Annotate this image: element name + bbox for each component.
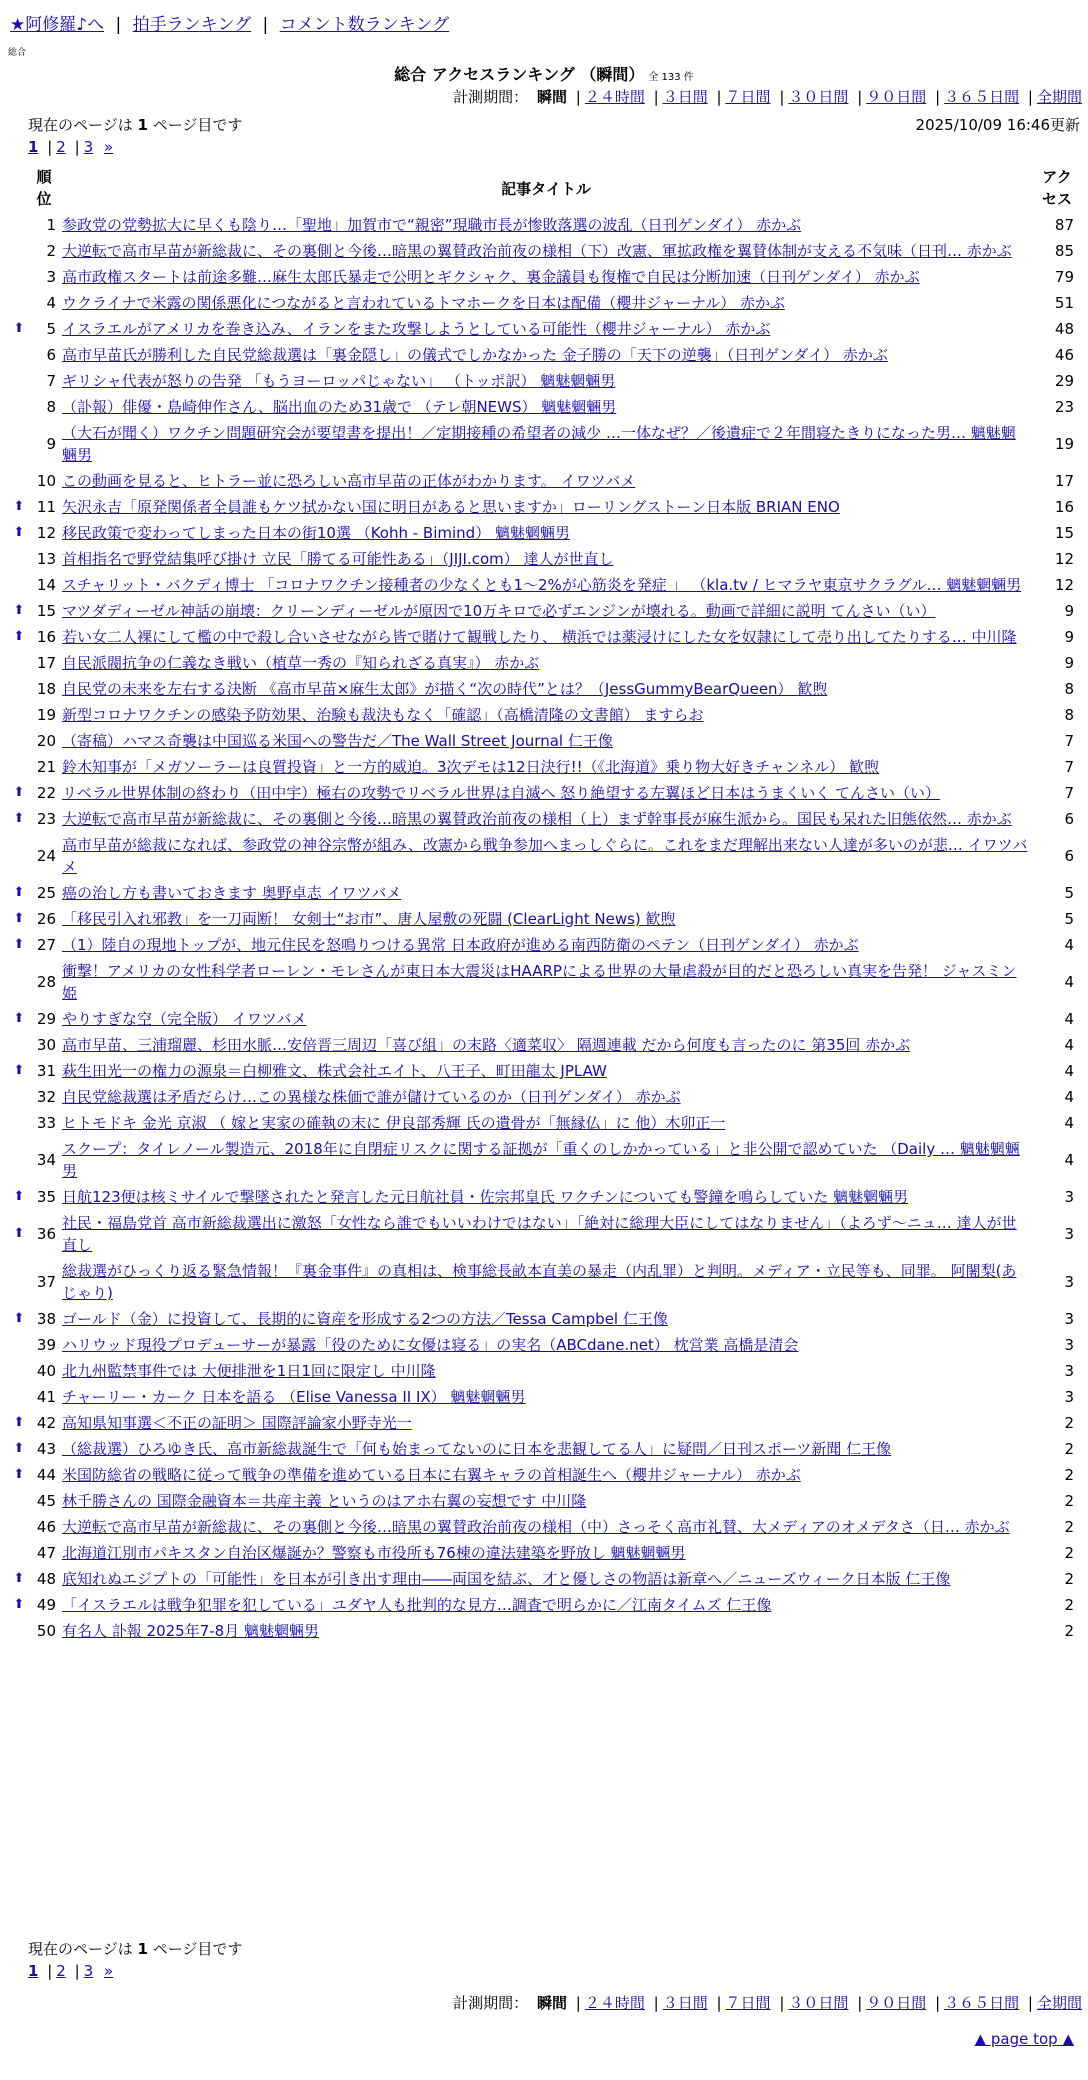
rank-number: 24 [36, 847, 56, 865]
access-count: 29 [1054, 372, 1074, 390]
rank-up-arrow-icon: ⬆ [13, 1063, 25, 1078]
article-title-link[interactable]: 有名人 訃報 2025年7-8月 魑魅魍魎男 [62, 1622, 319, 1640]
rank-number: 28 [36, 973, 56, 991]
article-title-link[interactable]: （大石が聞く）ワクチン問題研究会が要望書を提出！／定期接種の希望者の減少 …一体なぜ？／後遺症で２年間寝たきりになった男… 魑魅魍魎男 [62, 424, 1016, 464]
table-row [10, 316, 1082, 342]
period-selector-top: 計測期間： 瞬間 | ２４時間 | ３日間 | ７日間 | ３０日間 | ９０日間 | ３６５日間 | 全期間 [453, 88, 1082, 106]
access-count: 3 [1064, 1362, 1074, 1380]
rank-up-arrow-icon: ⬆ [13, 1467, 25, 1482]
period-current: 瞬間 [536, 1994, 567, 2012]
access-count: 4 [1064, 1114, 1074, 1132]
period-all-link[interactable]: 全期間 [1036, 88, 1082, 106]
period-365d-link[interactable]: ３６５日間 [944, 1994, 1020, 2012]
rank-number: 44 [36, 1466, 56, 1484]
article-title-link[interactable]: 米国防総省の戦略に従って戦争の準備を進めている日本に右翼キャラの首相誕生へ（櫻井ジャーナル） 赤かぶ [62, 1466, 801, 1484]
period-all-link[interactable]: 全期間 [1036, 1994, 1082, 2012]
table-row [10, 1540, 1082, 1566]
rank-number: 23 [36, 810, 56, 828]
rank-number: 47 [36, 1544, 56, 1562]
article-title-link[interactable]: 大逆転で高市早苗が新総裁に、その裏側と今後…暗黒の翼賛政治前夜の様相（下）改憲、軍拡政権を翼賛体制が支える不気味（日刊… 赤かぶ [62, 242, 1012, 260]
rank-number: 36 [36, 1225, 56, 1243]
table-row [10, 806, 1082, 832]
home-link[interactable]: ★阿修羅♪へ [10, 15, 105, 35]
rank-number: 34 [36, 1151, 56, 1169]
period-label: 計測期間： [453, 1994, 529, 2012]
article-title-link[interactable]: 若い女二人裸にして檻の中で殺し合いさせながら皆で賭けて観戦したり、 横浜では薬浸けにした女を奴隷にして売り出してたりする… 中川隆 [62, 628, 1017, 646]
ranking-table [10, 164, 1082, 1644]
period-24h-link[interactable]: ２４時間 [584, 1994, 645, 2012]
table-row [10, 1332, 1082, 1358]
access-count: 2 [1064, 1466, 1074, 1484]
table-row [10, 520, 1082, 546]
access-count: 2 [1064, 1596, 1074, 1614]
article-title-link[interactable]: 首相指名で野党結集呼び掛け 立民「勝てる可能性ある」（JIJI.com） 達人が世直し [62, 550, 614, 568]
rank-number: 20 [36, 732, 56, 750]
page-info-bottom: 現在のページは 1 ページ目です [28, 1940, 243, 1958]
article-title-link[interactable]: （訃報）俳優・島崎伸作さん、脳出血のため31歳で （テレ朝NEWS） 魑魅魍魎男 [62, 398, 617, 416]
rank-number: 27 [36, 936, 56, 954]
pager-page-1[interactable]: 1 [28, 138, 39, 156]
rank-up-arrow-icon: ⬆ [13, 499, 25, 514]
access-count: 87 [1054, 216, 1074, 234]
rank-number: 30 [36, 1036, 56, 1054]
article-title-link[interactable]: 癌の治し方も書いておきます 奥野卓志 イワツバメ [62, 884, 402, 902]
col-rank-header: 順位 [36, 168, 52, 208]
rank-up-arrow-icon: ⬆ [13, 811, 25, 826]
total-count: 全 133 件 [648, 72, 694, 83]
article-title-link[interactable]: 萩生田光一の権力の源泉＝白柳雅文、株式会社エイト、八王子、町田龍太 JPLAW [62, 1062, 607, 1080]
article-title-link[interactable]: イスラエルがアメリカを巻き込み、イランをまた攻撃しようとしている可能性（櫻井ジャーナル） 赤かぶ [62, 320, 771, 338]
access-count: 9 [1064, 602, 1074, 620]
rank-number: 13 [36, 550, 56, 568]
table-row [10, 1210, 1082, 1258]
article-title-link[interactable]: 自民派閥抗争の仁義なき戦い（植草一秀の『知られざる真実』） 赤かぶ [62, 654, 540, 672]
rank-number: 14 [36, 576, 56, 594]
access-count: 85 [1054, 242, 1074, 260]
article-title-link[interactable]: 総裁選がひっくり返る緊急情報！『裏金事件』の真相は、検事総長畝本直美の暴走（内乱罪）と判明。メディア・立民等も、同罪。 阿闍梨(あじゃり) [62, 1262, 1017, 1302]
access-count: 7 [1064, 784, 1074, 802]
rank-up-arrow-icon: ⬆ [13, 1011, 25, 1026]
table-row [10, 1058, 1082, 1084]
ranking-title: 総合 アクセスランキング （瞬間） [394, 65, 645, 84]
rank-number: 3 [46, 268, 56, 286]
article-title-link[interactable]: ハリウッド現役プロデューサーが暴露「役のために女優は寝る」の実名（ABCdane.net） 枕営業 高橋是清会 [62, 1336, 799, 1354]
access-count: 4 [1064, 1088, 1074, 1106]
period-7d-link[interactable]: ７日間 [725, 1994, 771, 2012]
top-nav [10, 10, 449, 35]
access-count: 79 [1054, 268, 1074, 286]
article-title-link[interactable]: 「イスラエルは戦争犯罪を犯している」ユダヤ人も批判的な見方…調査で明らかに／江南タイムズ 仁王像 [62, 1596, 772, 1614]
access-count: 2 [1064, 1440, 1074, 1458]
article-title-link[interactable]: 高知県知事選＜不正の証明＞ 国際評論家小野寺光一 [62, 1414, 412, 1432]
period-24h-link[interactable]: ２４時間 [584, 88, 645, 106]
access-count: 3 [1064, 1273, 1074, 1291]
table-row [10, 832, 1082, 880]
table-row [10, 932, 1082, 958]
access-count: 15 [1054, 524, 1074, 542]
article-title-link[interactable]: やりすぎな空（完全版） イワツバメ [62, 1010, 307, 1028]
table-row [10, 238, 1082, 264]
access-count: 3 [1064, 1188, 1074, 1206]
article-title-link[interactable]: 北九州監禁事件では 大便排泄を1日1回に限定し 中川隆 [62, 1362, 436, 1380]
col-access-header: アクセス [1041, 168, 1072, 208]
applause-ranking-link[interactable]: 拍手ランキング [132, 15, 252, 35]
access-count: 8 [1064, 706, 1074, 724]
rank-number: 46 [36, 1518, 56, 1536]
article-title-link[interactable]: 高市早苗、三浦瑠麗、杉田水脈…安倍晋三周辺「喜び組」の末路〈適菜収〉 隔週連載 だから何度も言ったのに 第35回 赤かぶ [62, 1036, 911, 1054]
period-90d-link[interactable]: ９０日間 [866, 1994, 927, 2012]
access-count: 7 [1064, 732, 1074, 750]
access-count: 6 [1064, 810, 1074, 828]
article-title-link[interactable]: 高市早苗が総裁になれば、参政党の神谷宗幣が組み、改憲から戦争参加へまっしぐらに。これをまだ理解出来ない人達が多いのが悲… イワツバメ [62, 836, 1028, 876]
table-row [10, 1618, 1082, 1644]
rank-up-arrow-icon: ⬆ [13, 321, 25, 336]
rank-number: 9 [46, 435, 56, 453]
table-row [10, 780, 1082, 806]
article-title-link[interactable]: 移民政策で変わってしまった日本の街10選 （Kohh - Bimind） 魑魅魍魎男 [62, 524, 570, 542]
pager-page-2[interactable]: 2 [56, 1962, 66, 1980]
article-title-link[interactable]: 底知れぬエジプトの「可能性」を日本が引き出す理由――両国を結ぶ、才と優しさの物語は新章へ／ニューズウィーク日本版 仁王像 [62, 1570, 951, 1588]
pager-page-3[interactable]: 3 [83, 1962, 94, 1980]
article-title-link[interactable]: （1）陸自の現地トップが、地元住民を怒鳴りつける異常 日本政府が進める南西防衛のペテン（日刊ゲンダイ） 赤かぶ [62, 936, 859, 954]
current-page-number: 1 [137, 1940, 148, 1958]
access-count: 2 [1064, 1570, 1074, 1588]
period-3d-link[interactable]: ３日間 [662, 88, 708, 106]
article-title-link[interactable]: ゴールド（金）に投資して、長期的に資産を形成する2つの方法／Tessa Campbel 仁王像 [62, 1310, 668, 1328]
article-title-link[interactable]: ギリシャ代表が怒りの告発 「もうヨーロッパじゃない」 （トッポ訳） 魑魅魍魎男 [62, 372, 616, 390]
pager-top: 1 | 2 | 3 » [28, 138, 114, 156]
access-count: 48 [1054, 320, 1074, 338]
period-7d-link[interactable]: ７日間 [725, 88, 771, 106]
access-count: 17 [1054, 472, 1074, 490]
article-title-link[interactable]: ウクライナで米露の関係悪化につながると言われているトマホークを日本は配備（櫻井ジャーナル） 赤かぶ [62, 294, 785, 312]
table-row [10, 754, 1082, 780]
table-row [10, 880, 1082, 906]
article-title-link[interactable]: （寄稿）ハマス奇襲は中国巡る米国への警告だ／The Wall Street Journal 仁王像 [62, 732, 613, 750]
rank-up-arrow-icon: ⬆ [13, 1311, 25, 1326]
table-row [10, 342, 1082, 368]
nav-separator: | [262, 15, 269, 35]
article-title-link[interactable]: リベラル世界体制の終わり（田中宇）極右の攻勢でリベラル世界は自滅へ 怒り絶望する左翼ほど日本はうまくいく てんさい（い） [62, 784, 941, 802]
rank-up-arrow-icon: ⬆ [13, 603, 25, 618]
access-count: 12 [1054, 550, 1074, 568]
ranking-body [10, 212, 1082, 1644]
table-row [10, 368, 1082, 394]
access-count: 3 [1064, 1310, 1074, 1328]
rank-number: 21 [36, 758, 56, 776]
table-row [10, 624, 1082, 650]
table-row [10, 1514, 1082, 1540]
access-count: 4 [1064, 973, 1074, 991]
pager-page-2[interactable]: 2 [56, 138, 66, 156]
access-count: 19 [1054, 435, 1074, 453]
table-row [10, 1032, 1082, 1058]
access-count: 4 [1064, 1062, 1074, 1080]
access-count: 8 [1064, 680, 1074, 698]
pager-next[interactable]: » [104, 1962, 114, 1980]
table-row [10, 1184, 1082, 1210]
col-title-header: 記事タイトル [501, 179, 591, 198]
period-365d-link[interactable]: ３６５日間 [944, 88, 1020, 106]
rank-number: 12 [36, 524, 56, 542]
rank-up-arrow-icon: ⬆ [13, 1441, 25, 1456]
pager-next[interactable]: » [104, 138, 114, 156]
rank-up-arrow-icon: ⬆ [13, 785, 25, 800]
period-30d-link[interactable]: ３０日間 [788, 1994, 849, 2012]
table-row [10, 1306, 1082, 1332]
access-count: 3 [1064, 1336, 1074, 1354]
access-count: 3 [1064, 1225, 1074, 1243]
table-row [10, 598, 1082, 624]
pager-page-1[interactable]: 1 [28, 1962, 39, 1980]
table-row [10, 702, 1082, 728]
rank-up-arrow-icon: ⬆ [13, 1226, 25, 1241]
access-count: 4 [1064, 1010, 1074, 1028]
article-title-link[interactable]: スクープ：タイレノール製造元、2018年に自閉症リスクに関する証拠が「重くのしかかっている」と非公開で認めていた （Daily … 魑魅魍魎男 [62, 1140, 1020, 1180]
access-count: 2 [1064, 1544, 1074, 1562]
access-count: 46 [1054, 346, 1074, 364]
rank-up-arrow-icon: ⬆ [13, 1415, 25, 1430]
rank-number: 16 [36, 628, 56, 646]
rank-number: 5 [46, 320, 56, 338]
article-title-link[interactable]: 参政党の党勢拡大に早くも陰り…「聖地」加賀市で“親密”現職市長が惨敗落選の波乱（日刊ゲンダイ） 赤かぶ [62, 216, 802, 234]
table-row [10, 1592, 1082, 1618]
rank-number: 35 [36, 1188, 56, 1206]
article-title-link[interactable]: 日航123便は核ミサイルで撃墜されたと発言した元日航社員・佐宗邦皇氏 ワクチンについても警鐘を鳴らしていた 魑魅魍魎男 [62, 1188, 909, 1206]
access-count: 5 [1064, 910, 1074, 928]
table-row [10, 212, 1082, 238]
rank-number: 39 [36, 1336, 56, 1354]
pager-page-3[interactable]: 3 [83, 138, 94, 156]
rank-number: 17 [36, 654, 56, 672]
period-current: 瞬間 [536, 88, 567, 106]
rank-up-arrow-icon: ⬆ [13, 885, 25, 900]
access-count: 2 [1064, 1492, 1074, 1510]
rank-number: 25 [36, 884, 56, 902]
period-90d-link[interactable]: ９０日間 [866, 88, 927, 106]
table-row [10, 420, 1082, 468]
rank-up-arrow-icon: ⬆ [13, 629, 25, 644]
rank-number: 45 [36, 1492, 56, 1510]
article-title-link[interactable]: 社民・福島党首 高市新総裁選出に激怒「女性なら誰でもいいわけではない」「絶対に総理大臣にしてはなりません」（よろず〜ニュ… 達人が世直し [62, 1214, 1017, 1254]
rank-number: 29 [36, 1010, 56, 1028]
rank-up-arrow-icon: ⬆ [13, 937, 25, 952]
current-page-number: 1 [137, 116, 148, 134]
table-row [10, 1436, 1082, 1462]
table-row [10, 958, 1082, 1006]
period-30d-link[interactable]: ３０日間 [788, 88, 849, 106]
article-title-link[interactable]: 自民党の未来を左右する決断 《高市早苗×麻生太郎》が描く“次の時代”とは？（JessGummyBearQueen） 歓煦 [62, 680, 828, 698]
rank-number: 33 [36, 1114, 56, 1132]
rank-number: 11 [36, 498, 56, 516]
article-title-link[interactable]: 矢沢永吉「原発関係者全員誰もケツ拭かない国に明日があると思いますか」ローリングストーン日本版 BRIAN ENO [62, 498, 840, 516]
table-row [10, 1488, 1082, 1514]
table-row [10, 546, 1082, 572]
access-count: 51 [1054, 294, 1074, 312]
rank-number: 10 [36, 472, 56, 490]
article-title-link[interactable]: スチャリット・バクディ博士 「コロナワクチン接種者の少なくとも1〜2%が心筋炎を発症 」 （kla.tv / ヒマラヤ東京サクラグル… 魑魅魍魎男 [62, 576, 1022, 594]
article-title-link[interactable]: 「移民引入れ邪教」を一刀両断！ 女剣士“お市”、唐人屋敷の死闘 (ClearLight News) 歓煦 [62, 910, 676, 928]
article-title-link[interactable]: （総裁選）ひろゆき氏、高市新総裁誕生で「何も始まってないのに日本を悲観してる人」に疑問／日刊スポーツ新聞 仁王像 [62, 1440, 892, 1458]
table-row [10, 394, 1082, 420]
rank-up-arrow-icon: ⬆ [13, 525, 25, 540]
access-count: 4 [1064, 936, 1074, 954]
table-header-row [10, 164, 1082, 212]
article-title-link[interactable]: 大逆転で高市早苗が新総裁に、その裏側と今後…暗黒の翼賛政治前夜の様相（中）さっそく高市礼賛、大メディアのオメデタさ（日… 赤かぶ [62, 1518, 1010, 1536]
rank-number: 31 [36, 1062, 56, 1080]
table-row [10, 264, 1082, 290]
rank-number: 8 [46, 398, 56, 416]
table-row [10, 1384, 1082, 1410]
rank-number: 42 [36, 1414, 56, 1432]
table-row [10, 468, 1082, 494]
access-count: 6 [1064, 847, 1074, 865]
article-title-link[interactable]: 新型コロナワクチンの感染予防効果、治験も裁決もなく「確認」（高橋清隆の文書館） ますらお [62, 706, 704, 724]
page-top-link[interactable]: ▲ page top ▲ [974, 2030, 1074, 2048]
pager-bottom: 1 | 2 | 3 » [28, 1962, 114, 1980]
rank-number: 26 [36, 910, 56, 928]
article-title-link[interactable]: 高市政権スタートは前途多難…麻生太郎氏暴走で公明とギクシャク、裏金議員も復権で自民は分断加速（日刊ゲンダイ） 赤かぶ [62, 268, 920, 286]
table-row [10, 494, 1082, 520]
page-info-top: 現在のページは 1 ページ目です [28, 116, 243, 134]
access-count: 2 [1064, 1414, 1074, 1432]
rank-number: 19 [36, 706, 56, 724]
rank-number: 32 [36, 1088, 56, 1106]
rank-number: 1 [46, 216, 56, 234]
rank-number: 6 [46, 346, 56, 364]
access-count: 7 [1064, 758, 1074, 776]
access-count: 9 [1064, 628, 1074, 646]
access-count: 12 [1054, 576, 1074, 594]
rank-up-arrow-icon: ⬆ [13, 1571, 25, 1586]
article-title-link[interactable]: 衝撃！アメリカの女性科学者ローレン・モレさんが東日本大震災はHAARPによる世界の大量虐殺が目的だと恐ろしい真実を告発！ ジャスミン姫 [62, 962, 1017, 1002]
rank-up-arrow-icon: ⬆ [13, 1597, 25, 1612]
comment-ranking-link[interactable]: コメント数ランキング [279, 15, 450, 35]
rank-number: 38 [36, 1310, 56, 1328]
rank-up-arrow-icon: ⬆ [13, 911, 25, 926]
rank-up-arrow-icon: ⬆ [13, 1189, 25, 1204]
table-row [10, 1462, 1082, 1488]
table-row [10, 1006, 1082, 1032]
section-tag: 総合 [8, 48, 27, 58]
updated-timestamp: 2025/10/09 16:46更新 [915, 116, 1080, 134]
article-title-link[interactable]: 自民党総裁選は矛盾だらけ…この異様な株価で誰が儲けているのか（日刊ゲンダイ） 赤かぶ [62, 1088, 681, 1106]
access-count: 2 [1064, 1622, 1074, 1640]
table-row [10, 290, 1082, 316]
access-count: 4 [1064, 1036, 1074, 1054]
article-title-link[interactable]: ヒトモドキ 金光 京淑 （ 嫁と実家の確執の末に 伊良部秀輝 氏の遺骨が「無縁仏」に 他）木卯正一 [62, 1114, 726, 1132]
page-title [0, 62, 1088, 85]
rank-number: 22 [36, 784, 56, 802]
rank-number: 15 [36, 602, 56, 620]
article-title-link[interactable]: 北海道江別市パキスタン自治区爆誕か？警察も市役所も76棟の違法建築を野放し 魑魅魍魎男 [62, 1544, 686, 1562]
article-title-link[interactable]: チャーリー・カーク 日本を語る （Elise Vanessa II IX） 魑魅魍魎男 [62, 1388, 526, 1406]
rank-number: 4 [46, 294, 56, 312]
table-row [10, 1110, 1082, 1136]
table-row [10, 650, 1082, 676]
table-row [10, 906, 1082, 932]
access-count: 23 [1054, 398, 1074, 416]
table-row [10, 572, 1082, 598]
table-row [10, 728, 1082, 754]
rank-number: 50 [36, 1622, 56, 1640]
nav-separator: | [115, 15, 122, 35]
table-row [10, 1410, 1082, 1436]
rank-number: 48 [36, 1570, 56, 1588]
table-row [10, 1136, 1082, 1184]
access-count: 3 [1064, 1388, 1074, 1406]
table-row [10, 1258, 1082, 1306]
table-row [10, 1084, 1082, 1110]
period-3d-link[interactable]: ３日間 [662, 1994, 708, 2012]
access-count: 5 [1064, 884, 1074, 902]
rank-number: 49 [36, 1596, 56, 1614]
table-row [10, 1566, 1082, 1592]
rank-number: 7 [46, 372, 56, 390]
rank-number: 43 [36, 1440, 56, 1458]
period-selector-bottom: 計測期間： 瞬間 | ２４時間 | ３日間 | ７日間 | ３０日間 | ９０日間 | ３６５日間 | 全期間 [453, 1994, 1082, 2012]
article-title-link[interactable]: 大逆転で高市早苗が新総裁に、その裏側と今後…暗黒の翼賛政治前夜の様相（上）まず幹事長が麻生派から。国民も呆れた旧態依然… 赤かぶ [62, 810, 1012, 828]
rank-number: 18 [36, 680, 56, 698]
article-title-link[interactable]: 高市早苗氏が勝利した自民党総裁選は「裏金隠し」の儀式でしかなかった 金子勝の「天下の逆襲」（日刊ゲンダイ） 赤かぶ [62, 346, 888, 364]
article-title-link[interactable]: 林千勝さんの 国際金融資本＝共産主義 というのはアホ右翼の妄想です 中川隆 [62, 1492, 587, 1510]
article-title-link[interactable]: この動画を見ると、ヒトラー並に恐ろしい高市早苗の正体がわかります。 イワツバメ [62, 472, 636, 490]
access-count: 2 [1064, 1518, 1074, 1536]
access-count: 4 [1064, 1151, 1074, 1169]
table-row [10, 676, 1082, 702]
article-title-link[interactable]: 鈴木知事が「メガソーラーは良質投資」と一方的威迫。3次デモは12日決行!!（《北海道》乗り物大好きチャンネル） 歓煦 [62, 758, 880, 776]
rank-number: 2 [46, 242, 56, 260]
period-label: 計測期間： [453, 88, 529, 106]
article-title-link[interactable]: マツダディーゼル神話の崩壊：クリーンディーゼルが原因で10万キロで必ずエンジンが壊れる。動画で詳細に説明 てんさい（い） [62, 602, 936, 620]
rank-number: 37 [36, 1273, 56, 1291]
rank-number: 41 [36, 1388, 56, 1406]
table-row [10, 1358, 1082, 1384]
access-count: 16 [1054, 498, 1074, 516]
rank-number: 40 [36, 1362, 56, 1380]
access-count: 9 [1064, 654, 1074, 672]
